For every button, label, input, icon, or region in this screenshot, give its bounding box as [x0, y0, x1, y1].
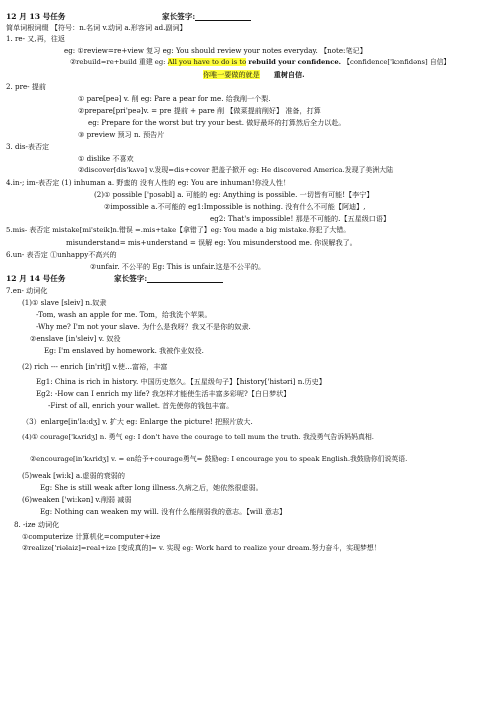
en-slave-dialog-2: -Why me? I'm not your slave. 为什么是我呀？我又不是你的奴隶.: [36, 322, 251, 331]
en-enslave: ②enslave [in'sleiv] v. 奴役: [30, 334, 121, 343]
sign-text: 家长签字:: [114, 274, 148, 283]
un-line-2: ②unfair. 不公平的 Eg: This is unfair.这是不公平的。: [90, 262, 266, 271]
in-line-4: eg2: That's impossible! 那是不可能的.【五星级口语】: [210, 214, 391, 223]
in-line-3: ②impossible a.不可能的 eg1:Impossible is nothing. 没有什么不可能【阿迪】,: [104, 202, 366, 211]
re-example-2: [70, 58, 450, 67]
en-slave-dialog-1: -Tom, wash an apple for me. Tom，给我洗个苹果。: [36, 310, 212, 319]
dis-line-1: ① dislike 不喜欢: [78, 154, 134, 163]
section-en-heading: 7.en- 动词化: [6, 286, 48, 295]
section-ize-heading: 8. -ize 动词化: [14, 520, 60, 529]
section-mis-line-1: 5.mis- 表否定 mistake[mi'steik]n.错误 =.mis+take【拿错了】eg: You made a big mistake.你犯了大错。: [6, 226, 351, 234]
en-enrich-eg2-reply: -First of all, enrich your wallet. 首先使你的钱包丰富。: [48, 401, 234, 410]
day13-title: 12 月 13 号任务: [6, 12, 66, 21]
en-weaken: (6)weaken ['wi:kən] v.削弱 减弱: [22, 495, 132, 504]
sign-blank: [195, 12, 251, 21]
bold-text: rebuild your confidence.: [248, 58, 342, 66]
highlight-translation: 你唯一要做的就是: [203, 70, 260, 79]
en-courage: (4)① courage['kʌridʒ] n. 勇气 eg: I don't have the courage to tell mum the truth. 我没勇气告诉妈妈真相.: [22, 433, 374, 441]
day14-title: 12 月 14 号任务: [6, 274, 66, 283]
en-enlarge: （3）enlarge[in'la:dʒ] v. 扩大 eg: Enlarge the picture! 把照片放大.: [22, 417, 253, 426]
pre-line-1: ① pare[peə] v. 削 eg: Pare a pear for me. 给我削一个梨.: [78, 94, 271, 103]
pre-line-3: eg: Prepare for the worst but try your best. 做好最坏的打算然后全力以赴。: [88, 118, 346, 127]
en-weak-example: Eg: She is still weak after long illness.久病之后，她依然很虚弱。: [40, 483, 263, 492]
dis-line-2: ②discover[dis'kʌvə] v.发现=dis+cover 把盖子掀开 eg: He discovered America.发现了美洲大陆: [78, 166, 393, 174]
in-line-2: (2)① possible ['pɔsəbl] a. 可能的 eg: Anything is possible. 一切皆有可能!【李宁】: [94, 190, 374, 199]
en-enslave-example: Eg: I'm enslaved by homework. 我被作业奴役.: [44, 346, 204, 355]
day14-sign-label: [114, 274, 223, 283]
section-dis-heading: 3. dis-表否定: [6, 142, 50, 151]
en-enrich-eg2: Eg2: -How can I enrich my life? 我怎样才能使生活丰富多彩呢?【白日梦状】: [36, 389, 291, 398]
re-eg2-prefix: ②rebuild=re+build 重建 eg:: [70, 58, 166, 66]
sign-text: 家长签字:: [162, 12, 196, 21]
abbreviation-note: 简单词根词缀 【符号：n.名词 v.动词 a.形容词 ad.副词】: [6, 23, 187, 32]
en-enrich: (2) rich --- enrich [in'ritʃ] v.使…富裕，丰富: [22, 362, 168, 371]
en-enrich-eg1: Eg1: China is rich in history. 中国历史悠久。【五星级句子】【history['histəri] n.历史】: [36, 377, 326, 386]
sign-blank: [147, 274, 223, 283]
mis-line-2: misunderstand= mis+understand = 误解 eg: You misunderstood me. 你误解我了。: [66, 238, 357, 247]
section-in-line-1: 4.in-; im-表否定 (1) inhuman a. 野蛮的 没有人性的 eg: You are inhuman!你没人性！: [6, 178, 291, 187]
section-pre-heading: 2. pre- 提前: [6, 82, 46, 91]
ize-line-2: ②realize['riəlaiz]=real+ize [变成真的]= v. 实现 eg: Work hard to realize your dream.努力奋斗，实现梦想！: [22, 544, 381, 552]
re-translation: [203, 70, 305, 79]
en-encourage: ②encourage[in'kʌridʒ] v. = en给予+courage勇气= 鼓励eg: I encourage you to speak English.我鼓励你们说英语.: [30, 455, 408, 463]
en-slave: (1)① slave [sleiv] n.奴隶: [22, 298, 107, 307]
re-eg2-note: 【confidence['kɔnfidəns] 自信】: [343, 58, 451, 66]
day13-sign-label: [162, 12, 251, 21]
pre-line-4: ③ preview 预习 n. 预告片: [78, 130, 165, 139]
section-un-line-1: 6.un- 表否定 ①unhappy不高兴的: [6, 250, 117, 259]
pre-line-2: ②prepare[pri'peə]v. = pre 提前 + pare 削 【做菜提前削好】 准备，打算: [78, 106, 321, 115]
en-weak: (5)weak [wi:k] a.虚弱的衰弱的: [22, 471, 125, 480]
section-re-heading: 1. re- 又,再，往返: [6, 34, 65, 43]
en-weaken-example: Eg: Nothing can weaken my will. 没有什么能削弱我的意志。【will 意志】: [40, 507, 287, 516]
bold-translation: 重树自信.: [273, 70, 305, 79]
ize-line-1: ①computerize 计算机化=computer+ize: [22, 532, 161, 541]
re-example-1: eg: ①review=re+view 复习 eg: You should review your notes everyday. 【note:笔记】: [64, 46, 367, 55]
highlight-text: All you have to do is to: [167, 58, 247, 66]
